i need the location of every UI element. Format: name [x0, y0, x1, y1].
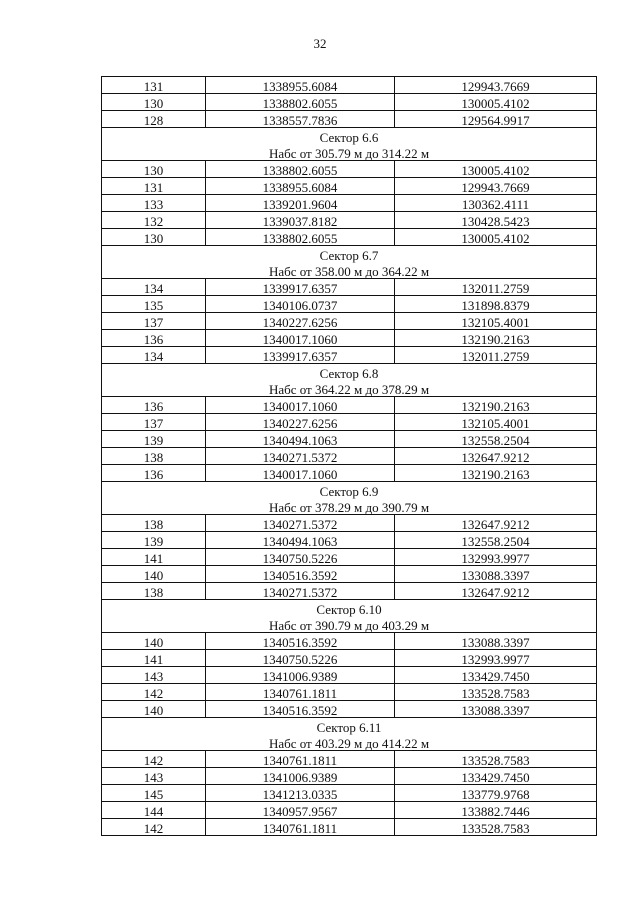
y-coordinate-cell: 129943.7669	[395, 77, 597, 94]
y-coordinate-cell: 133429.7450	[395, 667, 597, 684]
sector-range: Набс от 390.79 м до 403.29 м	[102, 616, 597, 633]
y-coordinate-cell: 132190.2163	[395, 465, 597, 482]
x-coordinate-cell: 1338955.6084	[206, 77, 395, 94]
table-row	[102, 819, 597, 836]
point-number-cell: 128	[102, 111, 206, 128]
x-coordinate-cell: 1338557.7836	[206, 111, 395, 128]
point-number-cell: 140	[102, 633, 206, 650]
point-number-cell: 137	[102, 414, 206, 431]
table-row	[102, 785, 597, 802]
point-number-cell: 130	[102, 94, 206, 111]
point-number-cell: 138	[102, 515, 206, 532]
coordinates-table-body	[102, 77, 597, 836]
sector-range-row	[102, 262, 597, 279]
point-number-cell: 134	[102, 279, 206, 296]
y-coordinate-cell: 133088.3397	[395, 566, 597, 583]
point-number-cell: 136	[102, 465, 206, 482]
y-coordinate-cell: 132558.2504	[395, 532, 597, 549]
table-row	[102, 212, 597, 229]
sector-title-row	[102, 246, 597, 263]
sector-title: Сектор 6.8	[102, 364, 597, 381]
x-coordinate-cell: 1338802.6055	[206, 94, 395, 111]
sector-title: Сектор 6.6	[102, 128, 597, 145]
x-coordinate-cell: 1338802.6055	[206, 229, 395, 246]
y-coordinate-cell: 132011.2759	[395, 279, 597, 296]
x-coordinate-cell: 1340750.5226	[206, 549, 395, 566]
point-number-cell: 131	[102, 77, 206, 94]
table-row	[102, 94, 597, 111]
y-coordinate-cell: 130005.4102	[395, 229, 597, 246]
x-coordinate-cell: 1340516.3592	[206, 566, 395, 583]
x-coordinate-cell: 1340761.1811	[206, 684, 395, 701]
point-number-cell: 136	[102, 397, 206, 414]
x-coordinate-cell: 1340957.9567	[206, 802, 395, 819]
y-coordinate-cell: 133429.7450	[395, 768, 597, 785]
point-number-cell: 130	[102, 229, 206, 246]
x-coordinate-cell: 1339917.6357	[206, 347, 395, 364]
sector-range-row	[102, 380, 597, 397]
y-coordinate-cell: 129564.9917	[395, 111, 597, 128]
y-coordinate-cell: 133088.3397	[395, 701, 597, 718]
x-coordinate-cell: 1340227.6256	[206, 313, 395, 330]
y-coordinate-cell: 132647.9212	[395, 583, 597, 600]
table-row	[102, 397, 597, 414]
sector-title-row	[102, 364, 597, 381]
table-row	[102, 650, 597, 667]
point-number-cell: 142	[102, 819, 206, 836]
point-number-cell: 136	[102, 330, 206, 347]
table-row	[102, 802, 597, 819]
x-coordinate-cell: 1340106.0737	[206, 296, 395, 313]
sector-title-row	[102, 128, 597, 145]
x-coordinate-cell: 1340271.5372	[206, 448, 395, 465]
x-coordinate-cell: 1338955.6084	[206, 178, 395, 195]
table-row	[102, 347, 597, 364]
point-number-cell: 131	[102, 178, 206, 195]
x-coordinate-cell: 1341006.9389	[206, 667, 395, 684]
y-coordinate-cell: 133088.3397	[395, 633, 597, 650]
y-coordinate-cell: 130005.4102	[395, 161, 597, 178]
table-row	[102, 313, 597, 330]
x-coordinate-cell: 1340017.1060	[206, 397, 395, 414]
x-coordinate-cell: 1340516.3592	[206, 633, 395, 650]
sector-title-row	[102, 718, 597, 735]
x-coordinate-cell: 1338802.6055	[206, 161, 395, 178]
table-row	[102, 465, 597, 482]
x-coordinate-cell: 1340750.5226	[206, 650, 395, 667]
table-row	[102, 330, 597, 347]
point-number-cell: 145	[102, 785, 206, 802]
sector-range: Набс от 378.29 м до 390.79 м	[102, 498, 597, 515]
x-coordinate-cell: 1340494.1063	[206, 431, 395, 448]
point-number-cell: 133	[102, 195, 206, 212]
table-row	[102, 296, 597, 313]
x-coordinate-cell: 1340017.1060	[206, 330, 395, 347]
point-number-cell: 140	[102, 566, 206, 583]
page-number: 32	[313, 36, 327, 51]
table-row	[102, 583, 597, 600]
point-number-cell: 141	[102, 549, 206, 566]
sector-range-row	[102, 144, 597, 161]
y-coordinate-cell: 132105.4001	[395, 414, 597, 431]
y-coordinate-cell: 132647.9212	[395, 448, 597, 465]
x-coordinate-cell: 1340761.1811	[206, 751, 395, 768]
table-row	[102, 768, 597, 785]
point-number-cell: 135	[102, 296, 206, 313]
sector-title: Сектор 6.11	[102, 718, 597, 735]
table-row	[102, 448, 597, 465]
sector-title: Сектор 6.9	[102, 482, 597, 499]
sector-range: Набс от 305.79 м до 314.22 м	[102, 144, 597, 161]
point-number-cell: 142	[102, 684, 206, 701]
point-number-cell: 130	[102, 161, 206, 178]
table-row	[102, 549, 597, 566]
y-coordinate-cell: 132105.4001	[395, 313, 597, 330]
y-coordinate-cell: 132011.2759	[395, 347, 597, 364]
table-row	[102, 229, 597, 246]
x-coordinate-cell: 1340271.5372	[206, 515, 395, 532]
point-number-cell: 142	[102, 751, 206, 768]
y-coordinate-cell: 131898.8379	[395, 296, 597, 313]
point-number-cell: 138	[102, 583, 206, 600]
point-number-cell: 141	[102, 650, 206, 667]
sector-range-row	[102, 734, 597, 751]
point-number-cell: 138	[102, 448, 206, 465]
sector-range-row	[102, 616, 597, 633]
y-coordinate-cell: 132993.9977	[395, 650, 597, 667]
table-row	[102, 279, 597, 296]
sector-title: Сектор 6.7	[102, 246, 597, 263]
x-coordinate-cell: 1339037.8182	[206, 212, 395, 229]
sector-range: Набс от 364.22 м до 378.29 м	[102, 380, 597, 397]
point-number-cell: 143	[102, 768, 206, 785]
point-number-cell: 134	[102, 347, 206, 364]
table-row	[102, 667, 597, 684]
y-coordinate-cell: 133528.7583	[395, 684, 597, 701]
y-coordinate-cell: 133882.7446	[395, 802, 597, 819]
point-number-cell: 143	[102, 667, 206, 684]
table-row	[102, 195, 597, 212]
x-coordinate-cell: 1339201.9604	[206, 195, 395, 212]
point-number-cell: 144	[102, 802, 206, 819]
table-row	[102, 684, 597, 701]
sector-range: Набс от 403.29 м до 414.22 м	[102, 734, 597, 751]
y-coordinate-cell: 132558.2504	[395, 431, 597, 448]
x-coordinate-cell: 1340761.1811	[206, 819, 395, 836]
y-coordinate-cell: 133528.7583	[395, 819, 597, 836]
table-row	[102, 751, 597, 768]
sector-title: Сектор 6.10	[102, 600, 597, 617]
y-coordinate-cell: 132647.9212	[395, 515, 597, 532]
table-row	[102, 431, 597, 448]
y-coordinate-cell: 132993.9977	[395, 549, 597, 566]
x-coordinate-cell: 1340227.6256	[206, 414, 395, 431]
point-number-cell: 137	[102, 313, 206, 330]
y-coordinate-cell: 130428.5423	[395, 212, 597, 229]
x-coordinate-cell: 1341213.0335	[206, 785, 395, 802]
point-number-cell: 140	[102, 701, 206, 718]
point-number-cell: 139	[102, 431, 206, 448]
point-number-cell: 139	[102, 532, 206, 549]
x-coordinate-cell: 1341006.9389	[206, 768, 395, 785]
table-row	[102, 701, 597, 718]
x-coordinate-cell: 1340271.5372	[206, 583, 395, 600]
coordinates-table	[101, 76, 597, 836]
table-row	[102, 111, 597, 128]
table-row	[102, 161, 597, 178]
sector-range-row	[102, 498, 597, 515]
y-coordinate-cell: 130005.4102	[395, 94, 597, 111]
table-row	[102, 532, 597, 549]
table-row	[102, 633, 597, 650]
y-coordinate-cell: 129943.7669	[395, 178, 597, 195]
table-row	[102, 414, 597, 431]
table-row	[102, 515, 597, 532]
y-coordinate-cell: 132190.2163	[395, 397, 597, 414]
y-coordinate-cell: 133779.9768	[395, 785, 597, 802]
table-row	[102, 566, 597, 583]
table-row	[102, 77, 597, 94]
y-coordinate-cell: 133528.7583	[395, 751, 597, 768]
point-number-cell: 132	[102, 212, 206, 229]
x-coordinate-cell: 1340494.1063	[206, 532, 395, 549]
x-coordinate-cell: 1340017.1060	[206, 465, 395, 482]
x-coordinate-cell: 1339917.6357	[206, 279, 395, 296]
table-row	[102, 178, 597, 195]
x-coordinate-cell: 1340516.3592	[206, 701, 395, 718]
y-coordinate-cell: 130362.4111	[395, 195, 597, 212]
y-coordinate-cell: 132190.2163	[395, 330, 597, 347]
sector-title-row	[102, 600, 597, 617]
sector-range: Набс от 358.00 м до 364.22 м	[102, 262, 597, 279]
sector-title-row	[102, 482, 597, 499]
